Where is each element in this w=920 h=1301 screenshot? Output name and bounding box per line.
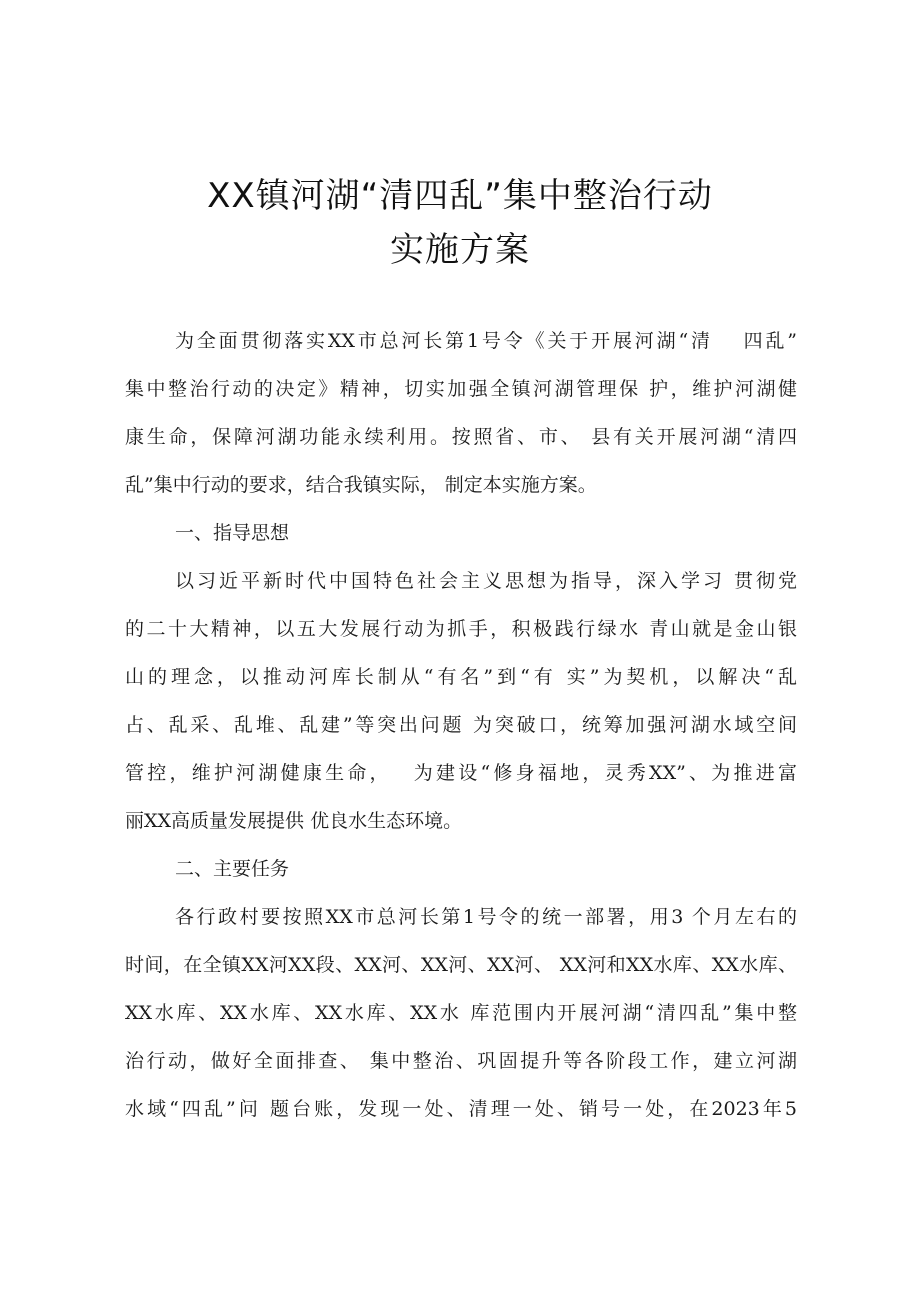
document-title-line-2: 实施方案 [390, 230, 530, 270]
section-1-line: 山的理念，以推动河库长制从“有名”到“有 实”为契机，以解决“乱 [125, 666, 797, 688]
section-2-line: 时间，在全镇XX河XX段、XX河、XX河、XX河、 XX河和XX水库、XX水库、 [125, 954, 797, 976]
section-1-line: 管控，维护河湖健康生命， 为建设“修身福地，灵秀XX”、为推进富 [125, 762, 797, 784]
section-2-heading: 二、主要任务 [175, 858, 290, 880]
section-2-line: XX水库、XX水库、XX水库、XX水 库范围内开展河湖“清四乱”集中整 [125, 1002, 797, 1024]
intro-line: 为全面贯彻落实XX市总河长第1号令《关于开展河湖“清 四乱” [175, 330, 797, 352]
intro-line: 康生命，保障河湖功能永续利用。按照省、市、 县有关开展河湖“清四 [125, 426, 797, 448]
section-2-line: 水域“四乱”问 题台账，发现一处、清理一处、销号一处，在2023年5 [125, 1098, 797, 1120]
section-2-line: 各行政村要按照XX市总河长第1号令的统一部署，用3 个月左右的 [175, 906, 797, 928]
section-2-line: 治行动，做好全面排查、 集中整治、巩固提升等各阶段工作，建立河湖 [125, 1050, 797, 1072]
section-1-line: 占、乱采、乱堆、乱建”等突出问题 为突破口，统筹加强河湖水域空间 [125, 714, 797, 736]
section-1-heading: 一、指导思想 [175, 522, 290, 544]
intro-line: 集中整治行动的决定》精神，切实加强全镇河湖管理保 护，维护河湖健 [125, 378, 797, 400]
intro-line: 乱”集中行动的要求，结合我镇实际， 制定本实施方案。 [125, 474, 597, 496]
section-1-line: 的二十大精神，以五大发展行动为抓手，积极践行绿水 青山就是金山银 [125, 618, 797, 640]
section-1-line: 丽XX高质量发展提供 优良水生态环境。 [125, 810, 463, 832]
section-1-line: 以习近平新时代中国特色社会主义思想为指导，深入学习 贯彻党 [175, 570, 797, 592]
document-title-line-1: XX镇河湖“清四乱”集中整治行动 [207, 176, 713, 216]
